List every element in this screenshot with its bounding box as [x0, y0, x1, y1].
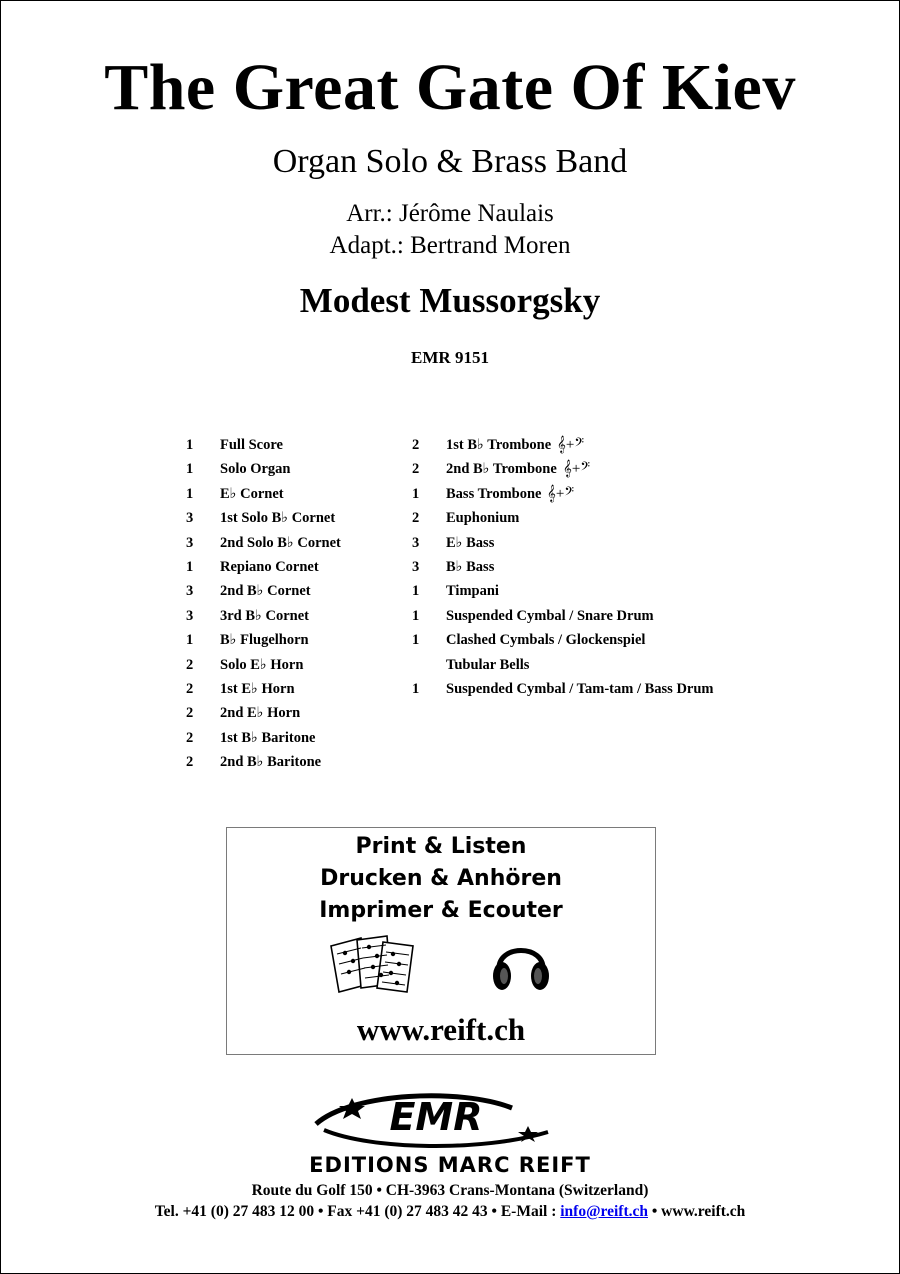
part-row	[186, 531, 406, 555]
part-row	[186, 726, 406, 750]
part-row	[412, 531, 792, 555]
part-quantity: 1	[412, 583, 420, 600]
part-name: 2nd B♭ Cornet	[220, 583, 311, 600]
publisher-address: Route du Golf 150 • CH-3963 Crans-Montana (Switzerland)	[251, 1182, 649, 1199]
part-row	[186, 555, 406, 579]
part-name: E♭ Bass	[446, 534, 495, 551]
part-quantity: 2	[412, 510, 420, 527]
part-name: 3rd B♭ Cornet	[220, 607, 309, 624]
publisher-contact	[0, 1202, 900, 1222]
part-name: 1st Solo B♭ Cornet	[220, 510, 336, 527]
composer-name: Modest Mussorgsky	[299, 281, 601, 320]
catalog-number: EMR 9151	[411, 348, 489, 367]
part-name: B♭ Bass	[446, 558, 495, 575]
part-row	[186, 701, 406, 725]
part-row	[412, 482, 792, 506]
emr-logo	[312, 1090, 562, 1152]
part-quantity: 2	[186, 680, 194, 697]
part-row	[186, 653, 406, 677]
part-name: 2nd B♭ Trombone	[446, 461, 557, 478]
part-row	[412, 555, 792, 579]
sheet-music-icon	[327, 932, 423, 996]
part-quantity: 3	[186, 510, 194, 527]
part-name: Euphonium	[446, 510, 520, 527]
part-row	[186, 506, 406, 530]
part-quantity: 3	[186, 583, 194, 600]
part-quantity: 1	[186, 485, 194, 502]
part-quantity: 1	[186, 461, 194, 478]
emr-logo-text: EMR	[389, 1095, 483, 1139]
part-quantity: 3	[412, 558, 420, 575]
part-row	[186, 628, 406, 652]
part-name: 1st B♭ Baritone	[220, 729, 316, 746]
part-row	[412, 677, 792, 701]
part-quantity: 2	[186, 705, 194, 722]
parts-list-left	[186, 433, 406, 774]
part-row	[412, 604, 792, 628]
part-quantity: 2	[186, 729, 194, 746]
part-row	[186, 433, 406, 457]
part-row	[186, 604, 406, 628]
part-quantity: 3	[412, 534, 420, 551]
part-name: 1st E♭ Horn	[220, 680, 295, 697]
publisher-name: EDITIONS MARC REIFT	[309, 1153, 591, 1177]
part-name: 2nd Solo B♭ Cornet	[220, 534, 341, 551]
score-subtitle: Organ Solo & Brass Band	[272, 143, 628, 180]
print-listen-box	[226, 827, 656, 1055]
part-quantity: 1	[412, 680, 420, 697]
treble-bass-clef-icon: 𝄞+𝄢	[557, 437, 584, 453]
score-title: The Great Gate Of Kiev	[104, 51, 796, 124]
adapter-credit: Adapt.: Bertrand Moren	[329, 232, 571, 259]
part-name: Full Score	[220, 437, 283, 453]
part-row	[412, 457, 792, 481]
part-row	[412, 433, 792, 457]
part-name: Clashed Cymbals / Glockenspiel	[446, 632, 646, 649]
promo-line-english: Print & Listen	[355, 834, 527, 859]
part-row	[412, 653, 792, 677]
part-quantity: 2	[412, 437, 420, 453]
part-quantity: 1	[412, 485, 420, 502]
email-link[interactable]: info@reift.ch	[560, 1203, 648, 1220]
part-name: Solo E♭ Horn	[220, 656, 304, 673]
part-name: 2nd B♭ Baritone	[220, 754, 322, 771]
part-name: Repiano Cornet	[220, 558, 319, 575]
part-quantity: 2	[186, 656, 194, 673]
part-quantity: 3	[186, 607, 194, 624]
part-quantity: 1	[186, 437, 194, 453]
promo-website[interactable]: www.reift.ch	[356, 1012, 526, 1047]
part-row	[412, 579, 792, 603]
part-quantity: 1	[186, 558, 194, 575]
part-quantity: 2	[186, 754, 194, 771]
part-row	[186, 750, 406, 774]
promo-line-german: Drucken & Anhören	[320, 866, 562, 891]
part-row	[186, 579, 406, 603]
part-name: E♭ Cornet	[220, 485, 284, 502]
part-quantity: 3	[186, 534, 194, 551]
part-name: Suspended Cymbal / Snare Drum	[446, 607, 654, 624]
part-quantity: 1	[186, 632, 194, 649]
parts-list-right	[412, 433, 792, 701]
contact-phone-fax: Tel. +41 (0) 27 483 12 00 • Fax +41 (0) 27 483 42 43 • E-Mail :	[154, 1203, 561, 1220]
headphones-icon	[489, 930, 553, 996]
part-name: Suspended Cymbal / Tam-tam / Bass Drum	[446, 680, 714, 697]
part-name: Tubular Bells	[446, 656, 530, 673]
part-quantity: 1	[412, 632, 420, 649]
part-name: Solo Organ	[220, 461, 291, 478]
part-quantity: 1	[412, 607, 420, 624]
part-name: 1st B♭ Trombone	[446, 437, 552, 453]
arranger-credit: Arr.: Jérôme Naulais	[346, 200, 554, 227]
part-row	[186, 457, 406, 481]
part-row	[186, 677, 406, 701]
part-name: 2nd E♭ Horn	[220, 705, 301, 722]
part-row	[412, 506, 792, 530]
part-row	[186, 482, 406, 506]
treble-bass-clef-icon: 𝄞+𝄢	[547, 485, 574, 502]
part-quantity: 2	[412, 461, 420, 478]
contact-website: • www.reift.ch	[648, 1203, 746, 1220]
promo-line-french: Imprimer & Ecouter	[319, 898, 563, 923]
part-row	[412, 628, 792, 652]
treble-bass-clef-icon: 𝄞+𝄢	[563, 461, 590, 478]
part-name: B♭ Flugelhorn	[220, 632, 309, 649]
part-name: Timpani	[446, 583, 499, 600]
part-name: Bass Trombone	[446, 485, 542, 502]
